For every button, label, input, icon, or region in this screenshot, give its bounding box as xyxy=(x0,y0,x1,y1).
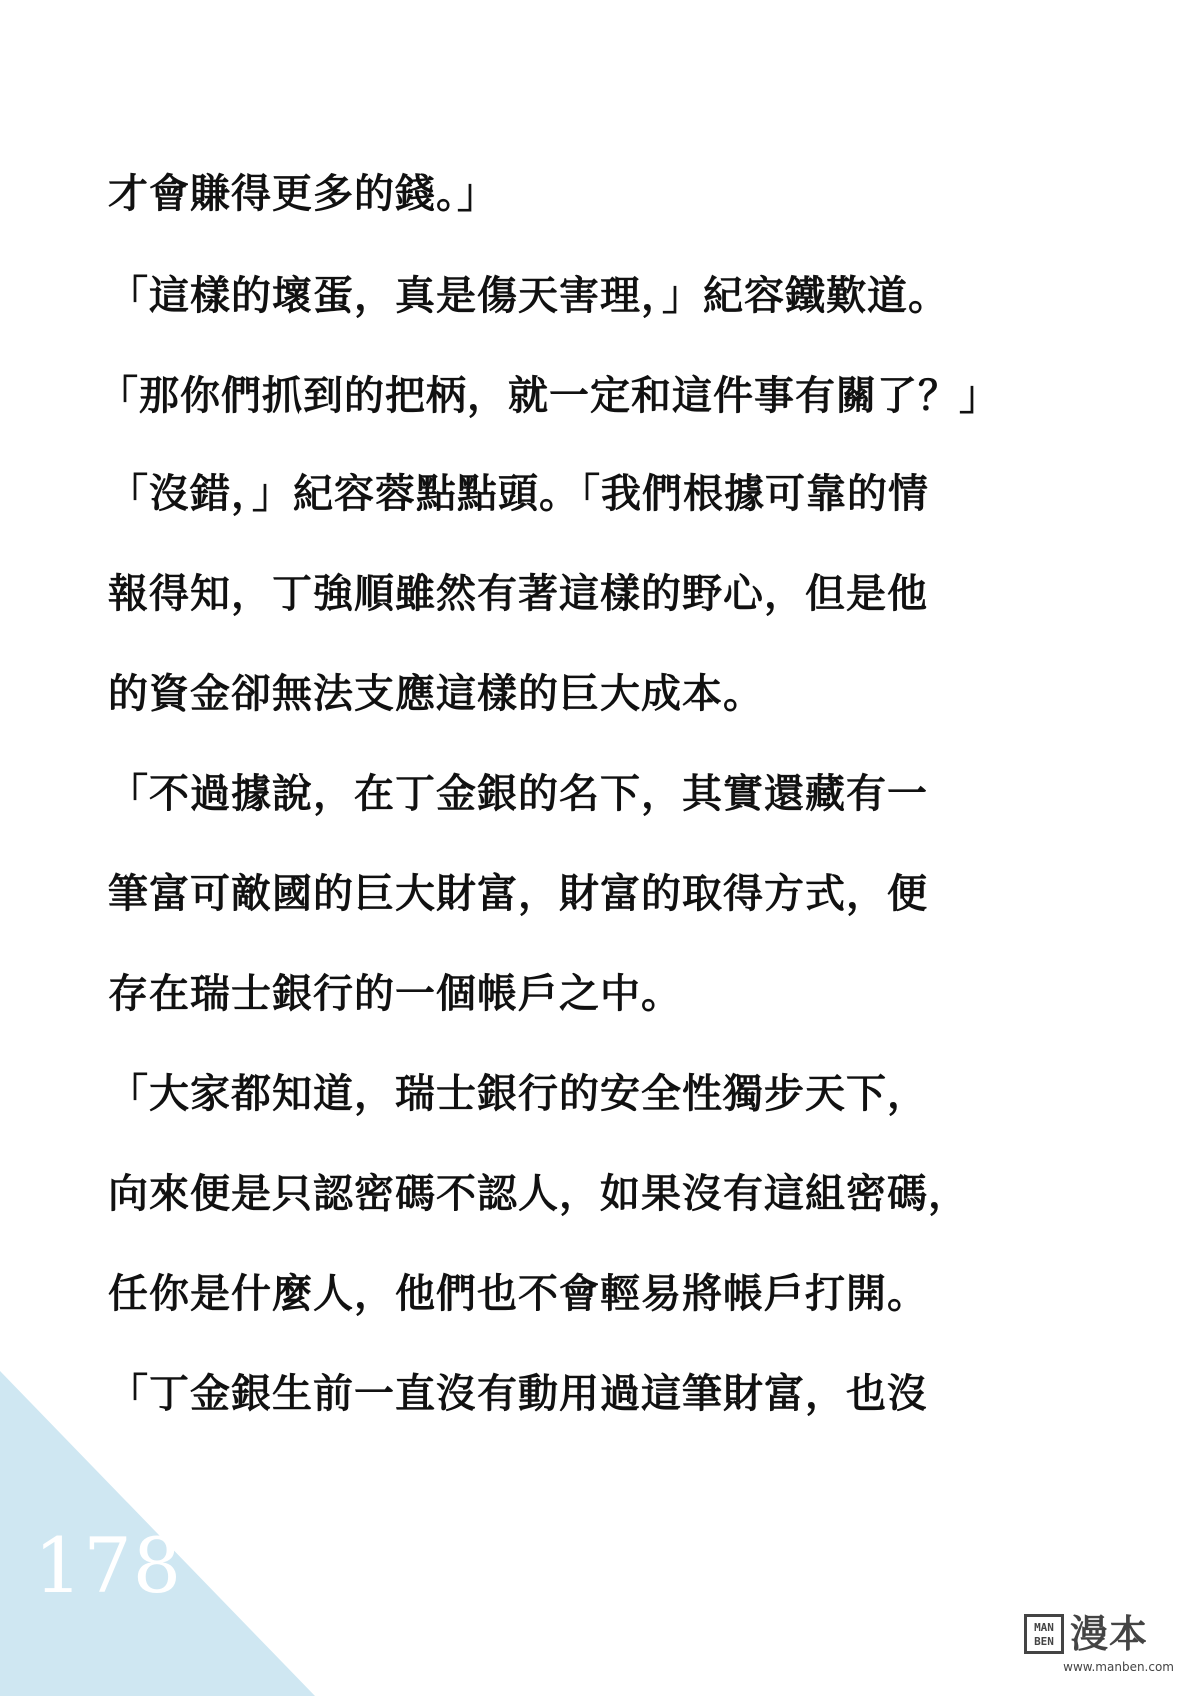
text-line-6: 的資金卻無法支應這樣的巨大成本。 xyxy=(108,671,764,717)
text-line-4: 「沒錯，」紀容蓉點點頭。「我們根據可靠的情 xyxy=(108,471,929,517)
text-line-3: 「那你們抓到的把柄，就一定和這件事有關了？」 xyxy=(98,373,1000,419)
text-line-1: 才會賺得更多的錢。」 xyxy=(108,171,498,217)
text-line-11: 向來便是只認密碼不認人，如果沒有這組密碼， xyxy=(108,1171,969,1217)
text-line-10: 「大家都知道，瑞士銀行的安全性獨步天下， xyxy=(108,1071,928,1117)
text-line-5: 報得知，丁強順雖然有著這樣的野心，但是他 xyxy=(108,571,928,617)
text-line-9: 存在瑞士銀行的一個帳戶之中。 xyxy=(108,971,682,1017)
watermark-logo xyxy=(1024,1610,1174,1678)
text-line-7: 「不過據說，在丁金銀的名下，其實還藏有一 xyxy=(108,771,928,817)
watermark-name: 漫本 xyxy=(1070,1612,1149,1656)
text-line-2: 「這樣的壞蛋，真是傷天害理，」紀容鐵歎道。 xyxy=(108,273,949,319)
text-line-13: 「丁金銀生前一直沒有動用過這筆財富，也沒 xyxy=(108,1371,928,1417)
text-line-12: 任你是什麼人，他們也不會輕易將帳戶打開。 xyxy=(108,1271,928,1317)
page-number: 178 xyxy=(34,1521,183,1610)
watermark-box: MAN BEN xyxy=(1024,1614,1064,1654)
text-line-8: 筆富可敵國的巨大財富，財富的取得方式，便 xyxy=(108,871,928,917)
watermark-url: www.manben.com xyxy=(1063,1660,1174,1674)
